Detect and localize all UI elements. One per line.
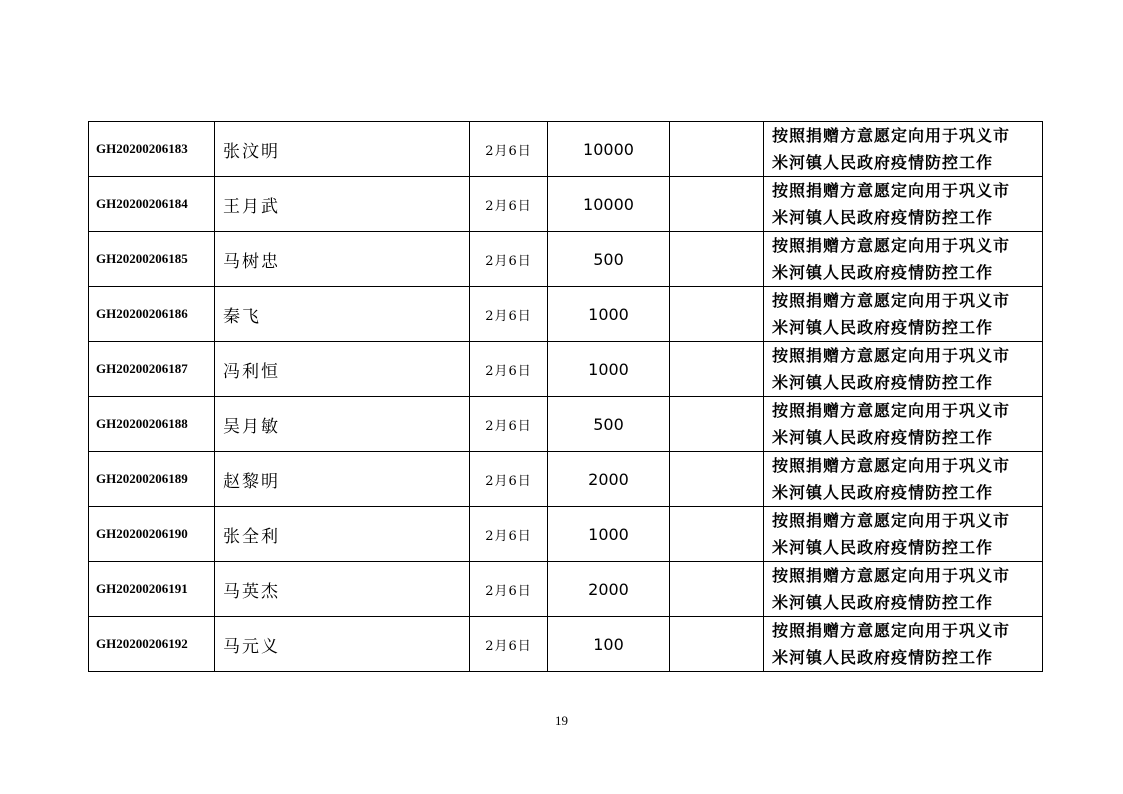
empty-cell	[670, 122, 764, 177]
donation-id-cell: GH20200206190	[89, 507, 215, 562]
donor-name-cell: 马树忠	[215, 232, 470, 287]
donation-amount-cell: 2000	[548, 562, 670, 617]
donation-purpose-cell	[764, 562, 1043, 617]
donor-name-cell: 马元义	[215, 617, 470, 672]
table-row	[89, 122, 1043, 177]
donation-amount-cell: 1000	[548, 507, 670, 562]
donation-id-cell: GH20200206186	[89, 287, 215, 342]
donor-name-cell: 王月武	[215, 177, 470, 232]
table-row	[89, 397, 1043, 452]
purpose-line: 按照捐赠方意愿定向用于巩义市	[772, 456, 1011, 475]
empty-cell	[670, 452, 764, 507]
donation-id-cell: GH20200206184	[89, 177, 215, 232]
donation-purpose-cell	[764, 232, 1043, 287]
table-row	[89, 342, 1043, 397]
purpose-line: 米河镇人民政府疫情防控工作	[772, 263, 994, 282]
donation-id-cell: GH20200206185	[89, 232, 215, 287]
donation-purpose-cell	[764, 617, 1043, 672]
donation-id-cell: GH20200206183	[89, 122, 215, 177]
purpose-line: 米河镇人民政府疫情防控工作	[772, 483, 994, 502]
purpose-line: 按照捐赠方意愿定向用于巩义市	[772, 621, 1011, 640]
donation-amount-cell: 1000	[548, 342, 670, 397]
empty-cell	[670, 177, 764, 232]
table-row	[89, 452, 1043, 507]
donation-date-cell: 2月6日	[470, 342, 548, 397]
table-row	[89, 287, 1043, 342]
empty-cell	[670, 287, 764, 342]
table-row	[89, 507, 1043, 562]
donation-purpose-cell	[764, 397, 1043, 452]
purpose-line: 米河镇人民政府疫情防控工作	[772, 428, 994, 447]
purpose-line: 按照捐赠方意愿定向用于巩义市	[772, 236, 1011, 255]
purpose-line: 米河镇人民政府疫情防控工作	[772, 593, 994, 612]
donation-purpose-cell	[764, 452, 1043, 507]
page-number: 19	[555, 713, 568, 728]
donation-date-cell: 2月6日	[470, 397, 548, 452]
purpose-line: 按照捐赠方意愿定向用于巩义市	[772, 566, 1011, 585]
donation-date-cell: 2月6日	[470, 452, 548, 507]
table-row	[89, 232, 1043, 287]
purpose-line: 米河镇人民政府疫情防控工作	[772, 318, 994, 337]
donor-name-cell: 冯利恒	[215, 342, 470, 397]
empty-cell	[670, 507, 764, 562]
empty-cell	[670, 342, 764, 397]
donation-amount-cell: 10000	[548, 122, 670, 177]
purpose-line: 按照捐赠方意愿定向用于巩义市	[772, 511, 1011, 530]
table-row	[89, 617, 1043, 672]
donation-purpose-cell	[764, 177, 1043, 232]
empty-cell	[670, 562, 764, 617]
purpose-line: 米河镇人民政府疫情防控工作	[772, 208, 994, 227]
donation-amount-cell: 100	[548, 617, 670, 672]
donation-id-cell: GH20200206188	[89, 397, 215, 452]
donation-amount-cell: 500	[548, 232, 670, 287]
purpose-line: 按照捐赠方意愿定向用于巩义市	[772, 401, 1011, 420]
donor-name-cell: 赵黎明	[215, 452, 470, 507]
donation-id-cell: GH20200206191	[89, 562, 215, 617]
donation-id-cell: GH20200206192	[89, 617, 215, 672]
donation-purpose-cell	[764, 287, 1043, 342]
donation-purpose-cell	[764, 507, 1043, 562]
donation-date-cell: 2月6日	[470, 617, 548, 672]
table-row	[89, 177, 1043, 232]
donation-date-cell: 2月6日	[470, 177, 548, 232]
donation-date-cell: 2月6日	[470, 287, 548, 342]
donation-date-cell: 2月6日	[470, 232, 548, 287]
donation-id-cell: GH20200206187	[89, 342, 215, 397]
donor-name-cell: 张汶明	[215, 122, 470, 177]
purpose-line: 按照捐赠方意愿定向用于巩义市	[772, 126, 1011, 145]
donation-table	[88, 121, 1043, 672]
empty-cell	[670, 617, 764, 672]
empty-cell	[670, 232, 764, 287]
donor-name-cell: 吴月敏	[215, 397, 470, 452]
purpose-line: 按照捐赠方意愿定向用于巩义市	[772, 181, 1011, 200]
donation-id-cell: GH20200206189	[89, 452, 215, 507]
donation-table-body	[89, 122, 1043, 672]
donor-name-cell: 马英杰	[215, 562, 470, 617]
purpose-line: 米河镇人民政府疫情防控工作	[772, 538, 994, 557]
table-row	[89, 562, 1043, 617]
donation-date-cell: 2月6日	[470, 507, 548, 562]
empty-cell	[670, 397, 764, 452]
purpose-line: 米河镇人民政府疫情防控工作	[772, 648, 994, 667]
donation-amount-cell: 1000	[548, 287, 670, 342]
donation-purpose-cell	[764, 122, 1043, 177]
purpose-line: 按照捐赠方意愿定向用于巩义市	[772, 291, 1011, 310]
purpose-line: 按照捐赠方意愿定向用于巩义市	[772, 346, 1011, 365]
donation-date-cell: 2月6日	[470, 122, 548, 177]
purpose-line: 米河镇人民政府疫情防控工作	[772, 373, 994, 392]
purpose-line: 米河镇人民政府疫情防控工作	[772, 153, 994, 172]
donor-name-cell: 张全利	[215, 507, 470, 562]
donation-purpose-cell	[764, 342, 1043, 397]
donation-amount-cell: 500	[548, 397, 670, 452]
donation-amount-cell: 2000	[548, 452, 670, 507]
donor-name-cell: 秦飞	[215, 287, 470, 342]
donation-amount-cell: 10000	[548, 177, 670, 232]
donation-date-cell: 2月6日	[470, 562, 548, 617]
